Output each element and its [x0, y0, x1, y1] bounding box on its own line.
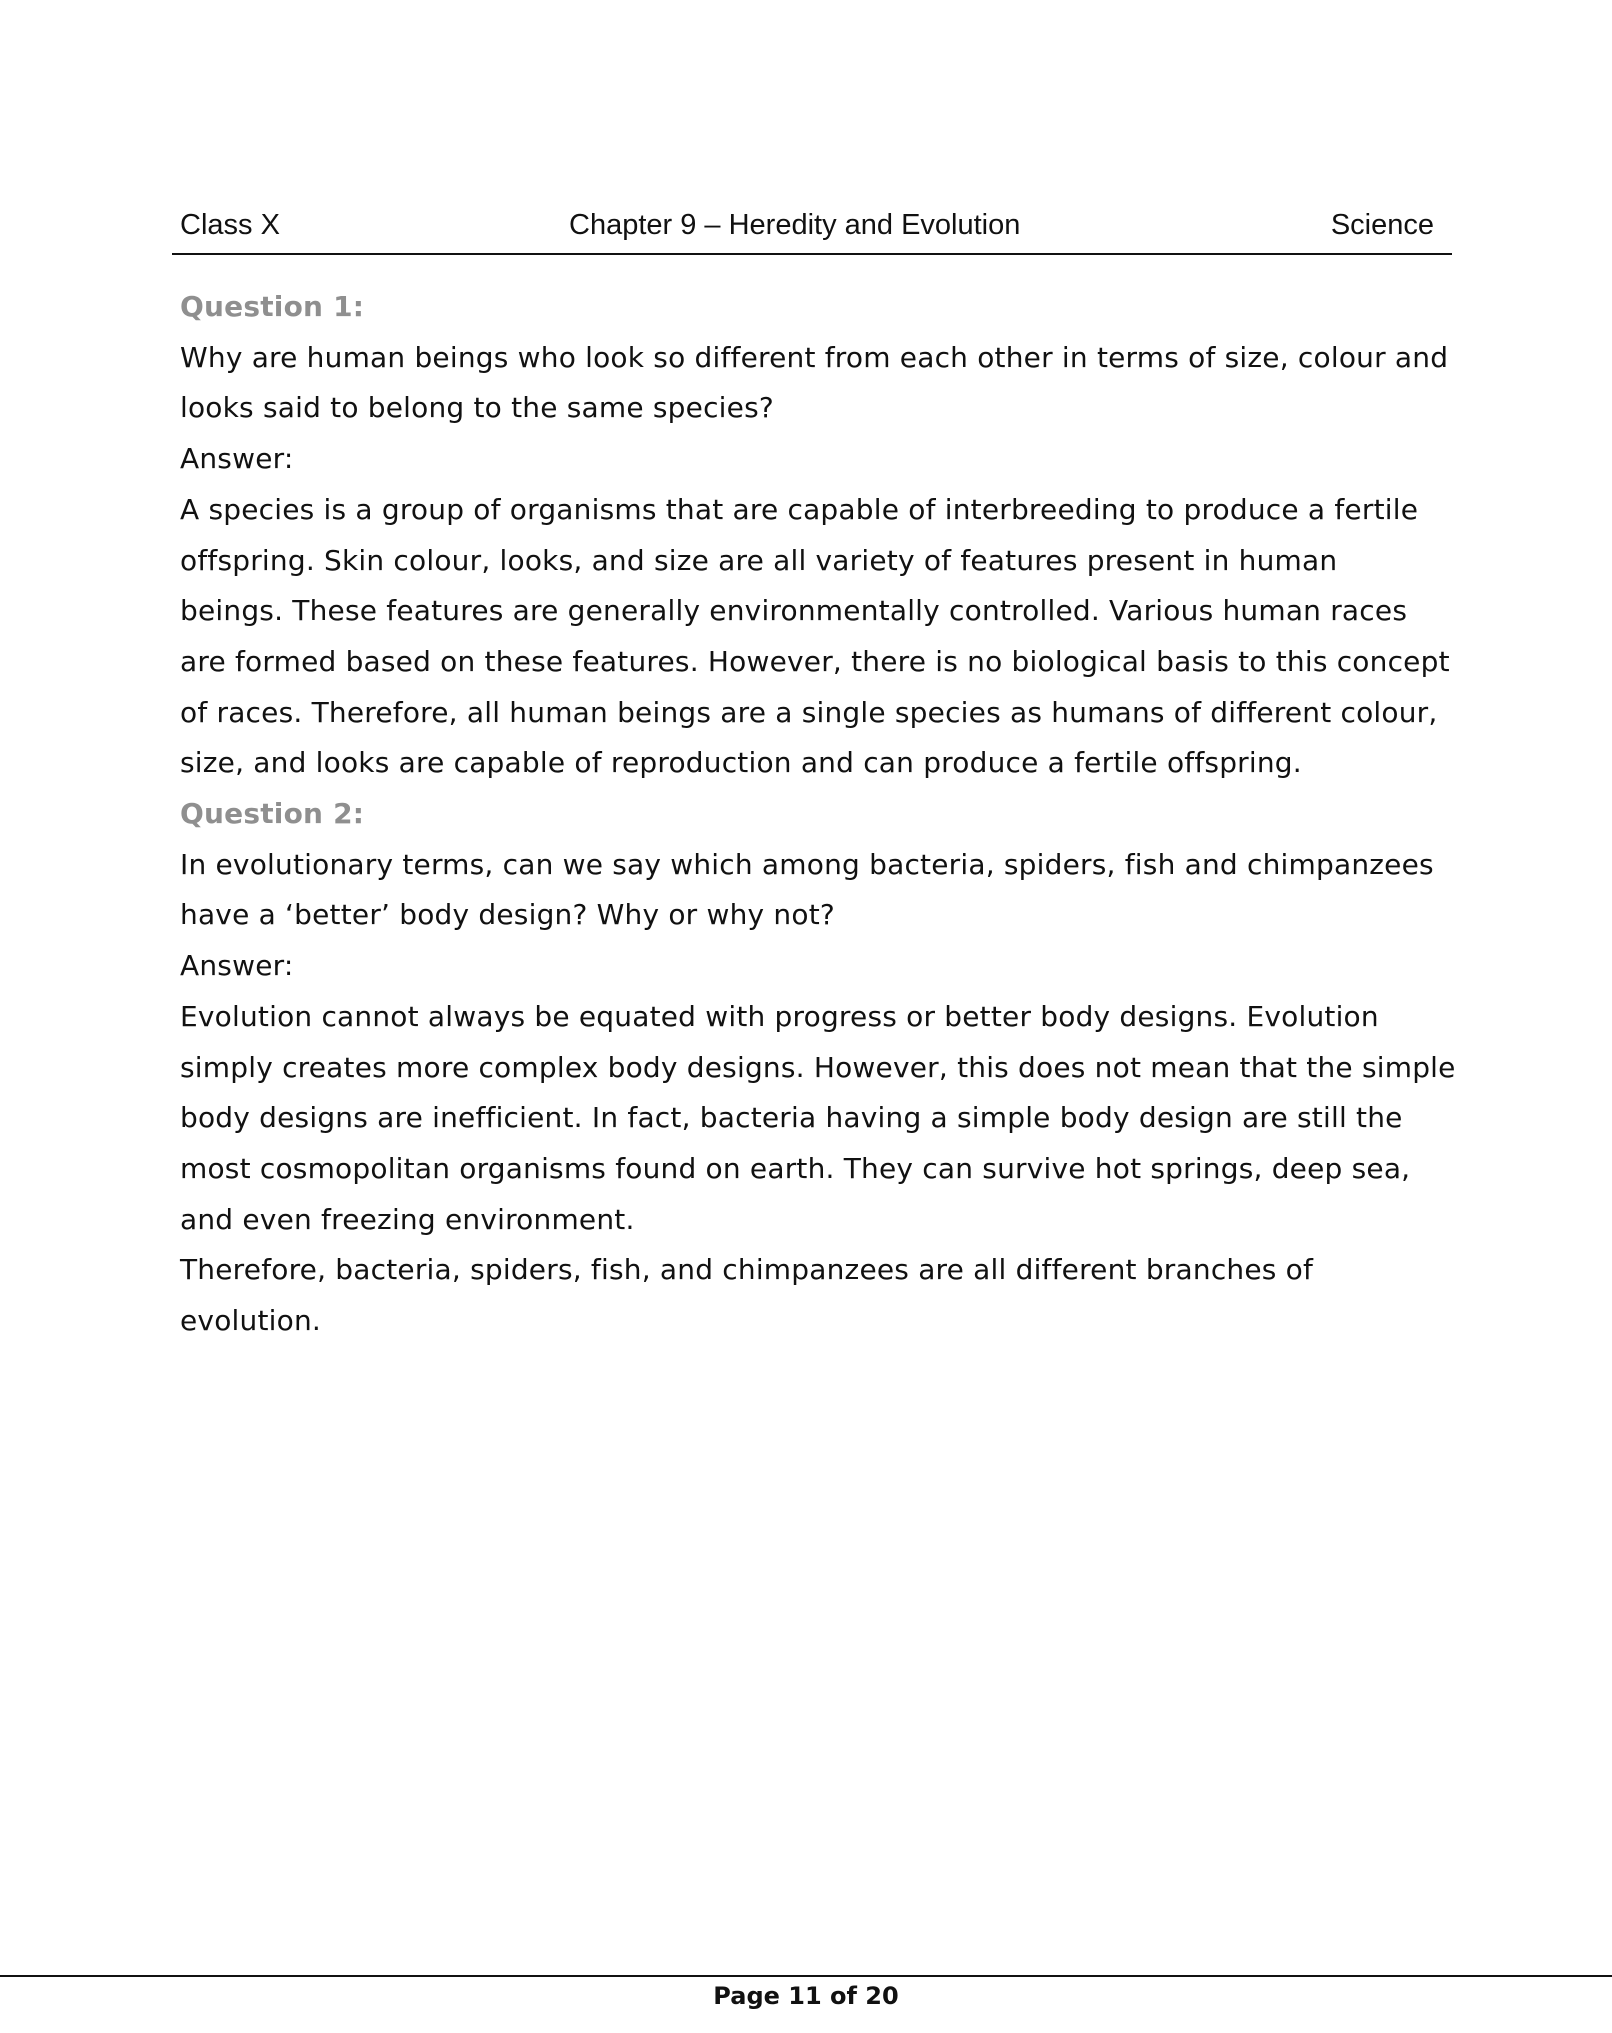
- page-content: [180, 282, 1456, 1347]
- answer-label: Answer:: [180, 442, 294, 476]
- question-text-line: In evolutionary terms, can we say which among bacteria, spiders, fish and chimpanzees: [180, 847, 1434, 881]
- header-chapter-title: Chapter 9 – Heredity and Evolution: [569, 209, 1021, 241]
- answer-text-line: body designs are inefficient. In fact, bacteria having a simple body design are still the: [180, 1101, 1403, 1135]
- question-text-line: Why are human beings who look so different from each other in terms of size, colour and: [180, 340, 1449, 374]
- header-class-label: Class X: [180, 209, 280, 241]
- answer-text-line: of races. Therefore, all human beings are a single species as humans of different colour,: [180, 695, 1438, 729]
- answer-label: Answer:: [180, 949, 294, 983]
- question-text-line: have a ‘better’ body design? Why or why not?: [180, 898, 835, 932]
- answer-text-line: Evolution cannot always be equated with progress or better body designs. Evolution: [180, 999, 1379, 1033]
- answer-text-line: most cosmopolitan organisms found on earth. They can survive hot springs, deep sea,: [180, 1151, 1411, 1185]
- question-block-2: [180, 789, 1456, 1347]
- answer-text-line: simply creates more complex body designs. However, this does not mean that the simple: [180, 1050, 1456, 1084]
- question-block-1: [180, 282, 1450, 789]
- question-label: Question 1:: [180, 290, 365, 323]
- question-text-line: looks said to belong to the same species?: [180, 391, 774, 425]
- answer-text-line: A species is a group of organisms that are capable of interbreeding to produce a fertile: [180, 492, 1419, 526]
- question-label: Question 2:: [180, 797, 365, 831]
- answer-text-line: are formed based on these features. However, there is no biological basis to this concept: [180, 644, 1450, 678]
- answer-text-line: evolution.: [180, 1304, 321, 1338]
- answer-text-line: beings. These features are generally environmentally controlled. Various human races: [180, 594, 1408, 628]
- answer-text-line: and even freezing environment.: [180, 1202, 635, 1236]
- answer-text-line: size, and looks are capable of reproduction and can produce a fertile offspring.: [180, 746, 1302, 780]
- answer-text-line: offspring. Skin colour, looks, and size are all variety of features present in human: [180, 543, 1338, 577]
- page-header: [172, 205, 1452, 255]
- answer-text-line: Therefore, bacteria, spiders, fish, and chimpanzees are all different branches of: [180, 1253, 1314, 1287]
- footer-divider: [0, 1975, 1612, 1977]
- page-number: Page 11 of 20: [713, 1982, 899, 2010]
- header-subject: Science: [1330, 209, 1434, 241]
